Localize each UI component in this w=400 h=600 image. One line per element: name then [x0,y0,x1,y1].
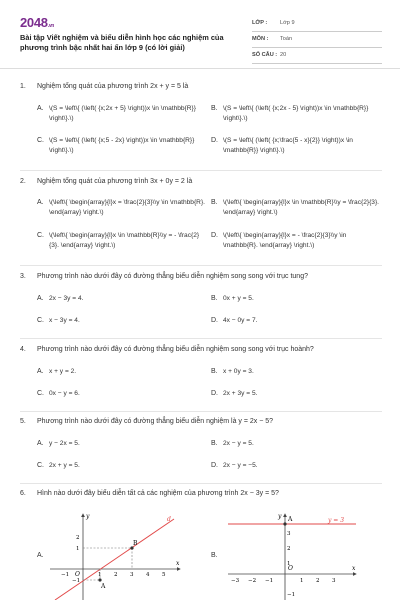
y-tick-label: 2 [287,546,291,552]
point-a-label: A [288,516,293,523]
y-tick-label: 2 [76,535,80,541]
option-b[interactable] [211,367,382,377]
point-a [283,522,286,525]
option-b[interactable] [211,104,382,124]
option-text: \(\left\{ \begin{array}{l}x \in \mathbb{R}\\y = - \frac{2}{3}. \end{array} \right.\) [49,232,200,249]
question-text: Phương trình nào dưới đây có đường thẳng biểu diễn nghiệm song song với trục tung? [37,273,308,280]
option-c[interactable] [37,461,205,471]
y-tick-label: −1 [72,578,81,584]
question-text: Nghiệm tổng quát của phương trình 2x + y = 5 là [37,83,189,90]
x-axis-label: x [352,565,356,572]
option-text: \(\left\{ \begin{array}{l}x = - \frac{2}{3}\\y \in \mathbb{R}. \end{array} \right.\) [223,232,347,249]
option-letter: A. [37,199,44,206]
graph-a[interactable] [46,510,186,600]
option-letter: D. [211,232,218,239]
option-text: x + y = 2. [49,368,77,375]
origin-label: O [288,565,293,572]
option-letter: B. [211,368,218,375]
option-d[interactable] [211,461,382,471]
x-tick-label: 3 [130,572,134,578]
x-tick-label: 4 [146,572,150,578]
question-head [20,272,382,281]
question-divider [20,170,382,171]
option-text: 2x + y = 5. [49,462,80,469]
y-axis-label: y [86,513,90,520]
meta-row-subject [252,32,382,48]
option-letter: C. [37,137,44,144]
question-number: 6. [20,490,26,497]
x-tick-label: 2 [316,578,320,584]
option-b[interactable] [211,198,382,218]
option-c[interactable] [37,316,205,326]
option-letter: A. [37,295,44,302]
meta-value: Lớp 9 [280,19,295,26]
option-text: \(\left\{ \begin{array}{l}x = \frac{2}{3}\\y \in \mathbb{R}. \end{array} \right.\) [49,199,205,216]
point-a-label: A [101,583,106,590]
option-letter: B. [211,295,218,302]
meta-value: Toán [280,35,293,42]
logo-suffix: .vn [47,23,55,29]
question-divider [20,411,382,412]
document-meta [252,16,382,64]
question-5 [20,417,382,469]
question-divider [20,338,382,339]
option-text: 4x − 0y = 7. [223,317,258,324]
question-number: 5. [20,418,26,425]
question-text: Phương trình nào dưới đây có đường thẳng biểu diễn nghiệm song song với trục hoành? [37,346,314,353]
question-3 [20,272,382,324]
option-text: \(S = \left\{ (\left( {x;\frac{5 - x}{2}} \right))x \in \mathbb{R}} \right\}.\) [223,137,353,154]
option-letter: B. [211,440,218,447]
meta-key: SỐ CÂU : [252,51,278,58]
question-number: 1. [20,83,26,90]
option-b[interactable] [211,294,382,304]
document-title: Bài tập Viết nghiệm và biểu diễn hình học các nghiệm của phương trình bậc nhất hai ẩn lớp 9 (có lời giải) [20,33,224,52]
y-axis-label: y [278,513,282,520]
x-tick-label: −1 [61,572,70,578]
option-text: 2x + 3y = 5. [223,390,258,397]
meta-value: 20 [280,51,287,58]
option-letter: C. [37,390,44,397]
option-letter: B. [211,105,218,112]
line-label: d [167,516,171,523]
y-tick-label: 1 [287,561,291,567]
origin-label: O [75,571,80,578]
option-letter: C. [37,232,44,239]
option-text: \(S = \left\{ (\left( {x;2x + 5} \right))x \in \mathbb{R}} \right\}.\) [49,105,196,122]
option-d[interactable] [211,136,382,156]
option-text: \(\left\{ \begin{array}{l}x \in \mathbb{R}\\y = \frac{2}{3}. \end{array} \right.\) [223,199,379,216]
option-text: 2x − y = −5. [223,462,258,469]
option-letter: A. [37,552,44,559]
header-divider [0,68,400,69]
option-text: x + 0y = 3. [223,368,254,375]
option-text: 2x − y = 5. [223,440,254,447]
question-1 [20,82,382,154]
question-text: Nghiệm tổng quát của phương trình 3x + 0y = 2 là [37,178,193,185]
x-tick-label: −3 [231,578,240,584]
option-letter: C. [37,317,44,324]
option-letter: A. [37,105,44,112]
question-head [20,417,382,426]
option-text: y − 2x = 5. [49,440,80,447]
question-number: 3. [20,273,26,280]
option-text: 0x − y = 6. [49,390,80,397]
option-letter: A. [37,368,44,375]
option-letter: D. [211,390,218,397]
option-letter: B. [211,552,218,559]
question-number: 2. [20,178,26,185]
question-4 [20,345,382,397]
option-text: 0x + y = 5. [223,295,254,302]
question-head [20,345,382,354]
option-d[interactable] [211,231,382,251]
graph-b[interactable] [224,510,364,600]
x-axis-label: x [176,560,180,567]
option-a[interactable] [37,367,205,377]
option-letter: C. [37,462,44,469]
y-tick-label: 1 [76,546,80,552]
option-a[interactable] [37,439,205,449]
y-tick-label: 3 [287,531,291,537]
question-head [20,82,382,91]
option-text: 2x − 3y = 4. [49,295,84,302]
option-letter: D. [211,317,218,324]
x-tick-label: −2 [248,578,257,584]
option-text: \(S = \left\{ (\left( {x;2x - 5} \right))x \in \mathbb{R}} \right\}.\) [223,105,369,122]
option-b[interactable] [211,439,382,449]
meta-key: LỚP : [252,19,268,26]
point-a [98,578,101,581]
meta-key: MÔN : [252,35,269,42]
question-divider [20,483,382,484]
question-text: Phương trình nào dưới đây có đường thẳng biểu diễn nghiệm là y = 2x − 5? [37,418,274,425]
question-text: Hình nào dưới đây biểu diễn tất cả các nghiệm của phương trình 2x − 3y = 5? [37,490,279,497]
option-text: \(S = \left\{ (\left( {x;5 - 2x} \right))x \in \mathbb{R}} \right\}.\) [49,137,195,154]
x-tick-label: 1 [300,578,304,584]
y-tick-label: −1 [287,592,296,598]
question-head [20,177,382,186]
x-tick-label: 3 [332,578,336,584]
x-tick-label: −1 [265,578,274,584]
question-divider [20,265,382,266]
option-c[interactable] [37,231,205,251]
option-letter: A. [37,440,44,447]
logo-text: 2048 [20,15,48,30]
page-header [20,14,382,64]
meta-row-count [252,48,382,64]
meta-row-class [252,16,382,32]
site-logo[interactable] [20,14,54,32]
option-d[interactable] [211,389,382,399]
option-letter: D. [211,137,218,144]
x-tick-label: 2 [114,572,118,578]
option-d[interactable] [211,316,382,326]
x-tick-label: 1 [98,572,102,578]
x-tick-label: 5 [162,572,166,578]
point-b-label: B [133,540,138,547]
option-text: x − 3y = 4. [49,317,80,324]
option-a[interactable] [37,104,205,124]
question-number: 4. [20,346,26,353]
line-label: y = 3 [328,517,345,524]
option-c[interactable] [37,136,205,156]
question-2 [20,177,382,249]
option-a[interactable] [37,198,205,218]
option-letter: D. [211,462,218,469]
option-letter: B. [211,199,218,206]
question-head [20,489,382,498]
option-c[interactable] [37,389,205,399]
option-a[interactable] [37,294,205,304]
line-d [55,519,174,600]
